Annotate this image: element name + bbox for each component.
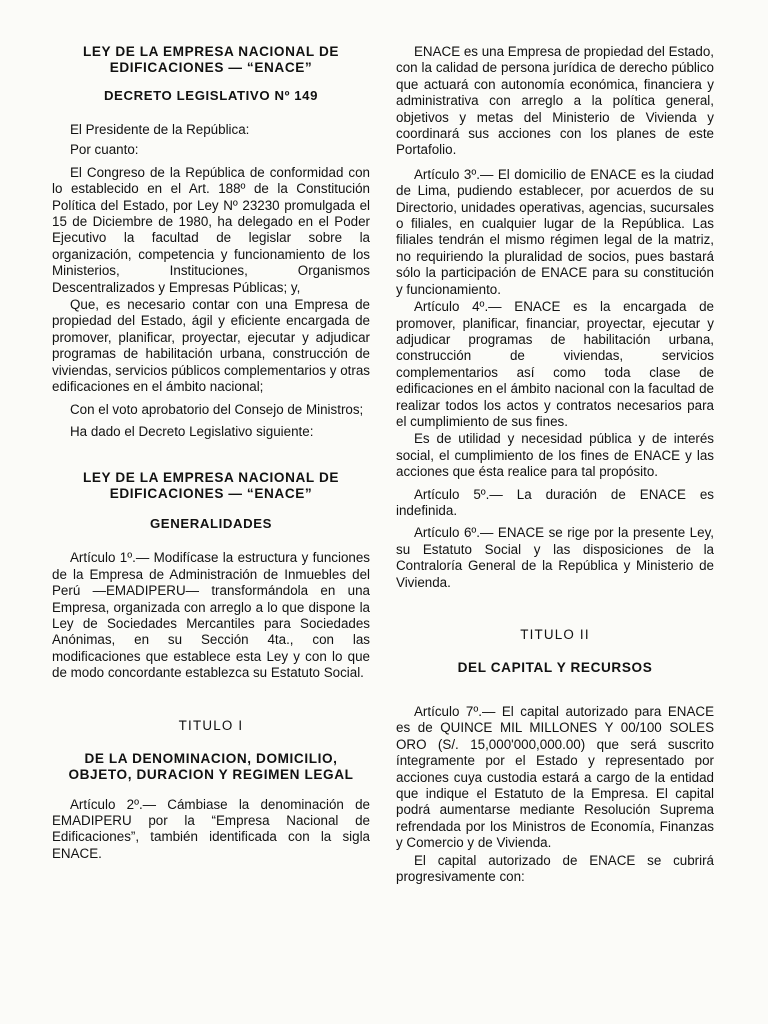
law-title-repeat: LEY DE LA EMPRESA NACIONAL DE EDIFICACIONES — “ENACE” (82, 470, 340, 502)
titulo-2-description: DEL CAPITAL Y RECURSOS (457, 660, 653, 675)
paragraph-congreso: El Congreso de la República de conformidad con lo establecido en el Art. 188º de la Constitución Política del Estado, por Ley Nº 23230 promulgada el 15 de Diciembre de 1980, ha delegado en el Poder Ejecutivo la facultad de legislar sobre la organización, competencia y funcionamiento de los Ministerios, Instituciones, Organismos Descentralizados y Empresas Públicas; y, (52, 164, 370, 295)
paragraph-que: Que, es necesario contar con una Empresa de propiedad del Estado, ágil y eficiente encargada de promover, planificar, proyectar, ejecutar y adjudicar programas de habilitación urbana, construcción de viviendas, servicios públicos complementarios y otras edificaciones en el ámbito nacional; (52, 297, 370, 395)
paragraph-enace: ENACE es una Empresa de propiedad del Estado, con la calidad de persona jurídica de derecho público que actuará con autonomía económica, financiera y administrativa con arreglo a la política general, objetivos y metas del Ministerio de Vivienda y coordinará sus acciones con los planes de este Portafolio. (396, 44, 714, 158)
intro-president: El Presidente de la República: (70, 122, 250, 137)
left-column (52, 44, 370, 868)
article-5: Artículo 5º.— La duración de ENACE es indefinida. (396, 486, 714, 518)
titulo-1-description: DE LA DENOMINACION, DOMICILIO, OBJETO, DURACION Y REGIMEN LEGAL (68, 750, 354, 782)
article-3: Artículo 3º.— El domicilio de ENACE es la ciudad de Lima, pudiendo establecer, por acuerdos de su Directorio, unidades operativas, agencias, sucursales o filiales, en cualquier lugar de la República. Las filiales tendrán el mismo régimen legal de la matriz, no requiriendo la pluralidad de socios, pues bastará sólo la participación de ENACE para su constitución y funcionamiento. (396, 166, 714, 297)
titulo-1: TITULO I (178, 717, 244, 733)
paragraph-utilidad: Es de utilidad y necesidad pública y de interés social, el cumplimiento de los fines de ENACE y las acciones que ésta realice para tal propósito. (396, 431, 714, 480)
article-4: Artículo 4º.— ENACE es la encargada de promover, planificar, financiar, proyectar, ejecutar y adjudicar programas de habilitación urbana, construcción de viviendas, servicios complementarios así como toda clase de edificaciones en el ámbito nacional con la facultad de realizar todos los actos y contratos necesarios para el cumplimiento de sus fines. (396, 299, 714, 429)
article-2: Artículo 2º.— Cámbiase la denominación de EMADIPERU por la “Empresa Nacional de Edificaciones”, también identificada con la sigla ENACE. (52, 796, 370, 861)
titulo-2: TITULO II (520, 627, 590, 642)
paragraph-capital: El capital autorizado de ENACE se cubrirá progresivamente con: (396, 852, 714, 885)
paragraph-voto: Con el voto aprobatorio del Consejo de Ministros; (70, 401, 364, 417)
decree-number: DECRETO LEGISLATIVO Nº 149 (103, 88, 319, 103)
right-column (396, 44, 714, 891)
section-generalidades: GENERALIDADES (149, 516, 273, 532)
article-7: Artículo 7º.— El capital autorizado para ENACE es de QUINCE MIL MILLONES Y 00/100 SOLES ORO (S/. 15,000'000,000.00) que será suscrito íntegramente por el Estado y representado por acciones cuya custodia estará a cargo de la entidad que indique el Estatuto de la Empresa. El capital podrá aumentarse mediante Resolución Suprema refrendada por los Ministros de Economía, Finanzas y Comercio y de Vivienda. (396, 704, 714, 851)
article-6: Artículo 6º.— ENACE se rige por la presente Ley, su Estatuto Social y las disposiciones de la Contraloría General de la República y Ministerio de Vivienda. (396, 525, 714, 590)
paragraph-dado: Ha dado el Decreto Legislativo siguiente: (70, 423, 314, 439)
law-title: LEY DE LA EMPRESA NACIONAL DE EDIFICACIONES — “ENACE” (82, 44, 340, 75)
intro-por-cuanto: Por cuanto: (70, 142, 139, 158)
article-1: Artículo 1º.— Modifícase la estructura y funciones de la Empresa de Administración de Inmuebles del Perú —EMADIPERU— transformándola en una Empresa, organizada con arreglo a lo que dispone la Ley de Sociedades Mercantiles para Sociedades Anónimas, en su Sección 4ta., con las modificaciones que establece esta Ley y con lo que de modo concordante establezca su Estatuto Social. (52, 550, 370, 681)
